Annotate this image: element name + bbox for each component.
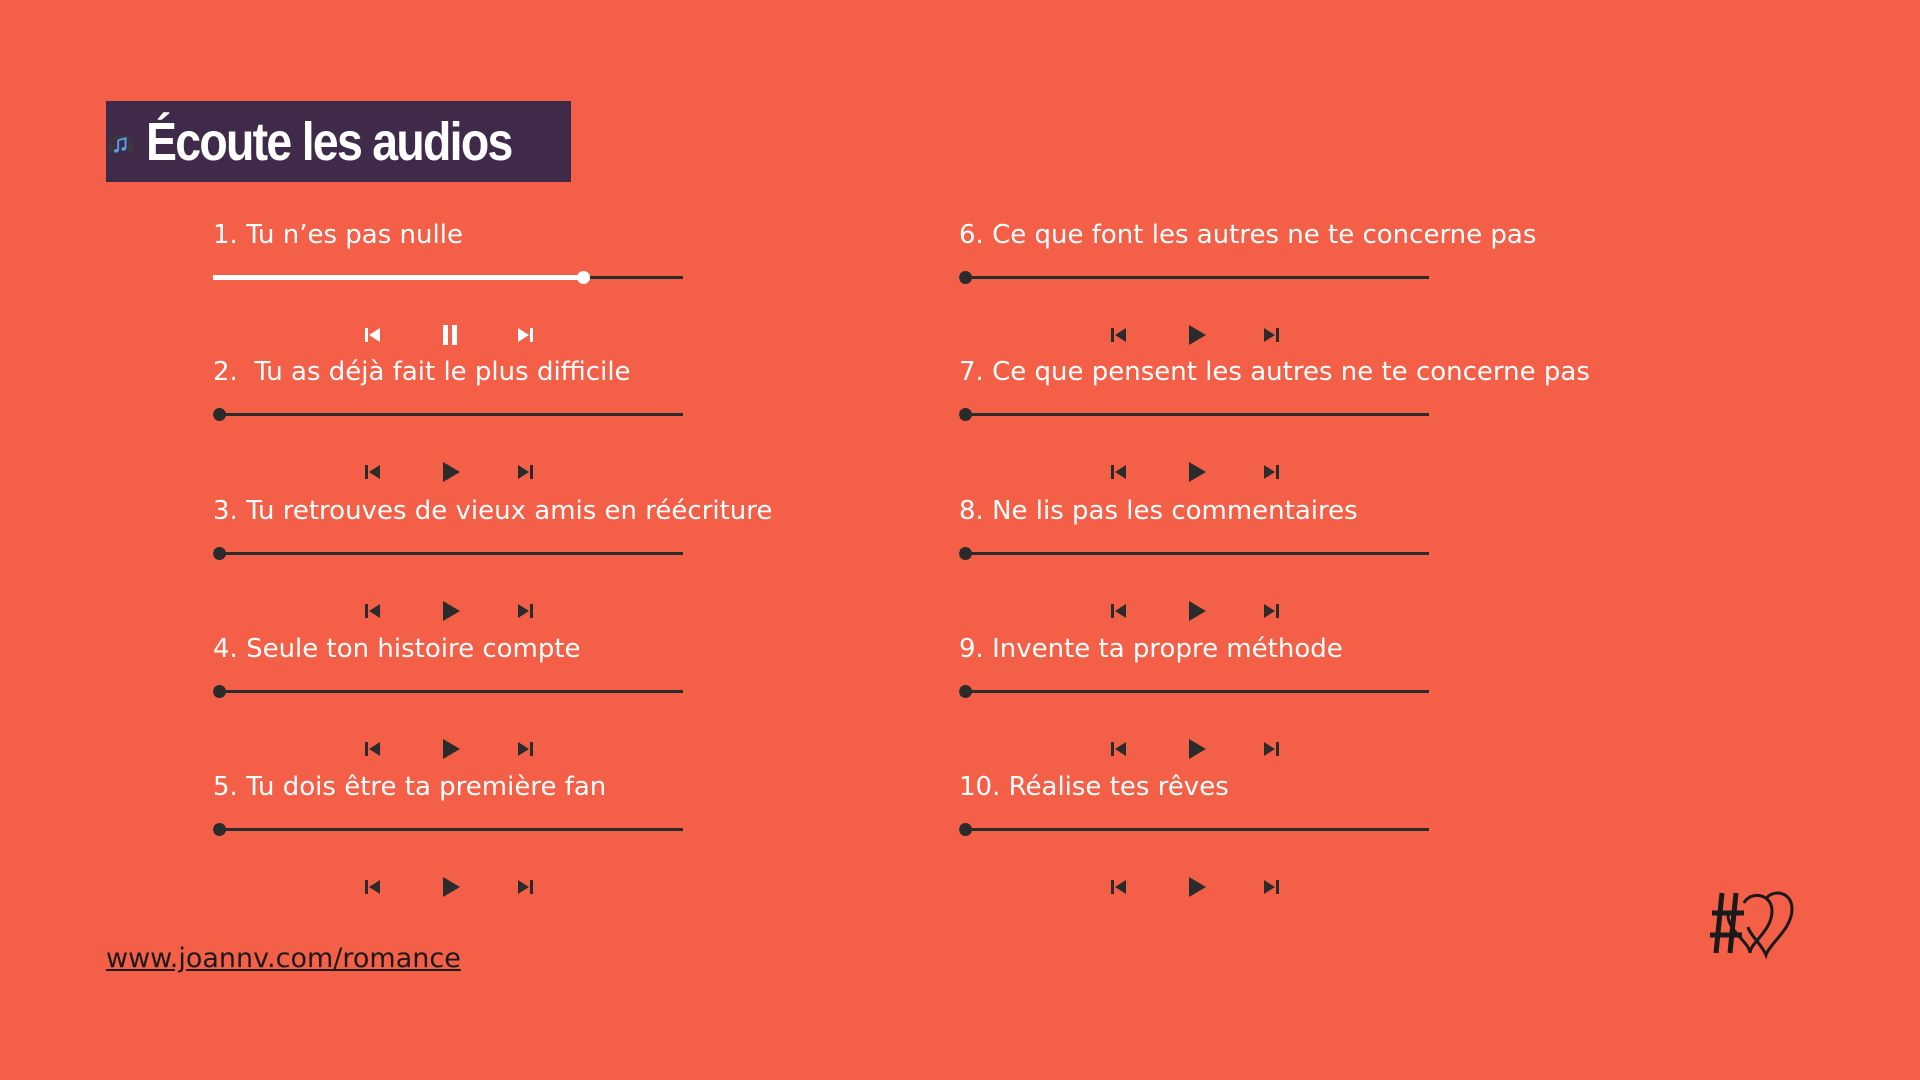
audio-track [959,634,1579,764]
progress-knob[interactable] [213,823,226,836]
play-button[interactable] [1181,457,1211,487]
skip-previous-icon [358,734,388,764]
skip-next-icon [510,457,540,487]
progress-knob[interactable] [959,408,972,421]
progress-track [959,276,1429,279]
skip-previous-icon [1104,320,1134,350]
progress-knob[interactable] [959,685,972,698]
progress-knob[interactable] [959,271,972,284]
progress-knob[interactable] [959,547,972,560]
progress-track [213,828,683,831]
player-controls [1104,457,1304,487]
page-title-box [106,101,571,182]
play-icon [1181,872,1211,902]
play-button[interactable] [435,457,465,487]
audio-track [213,772,833,902]
progress-slider[interactable] [959,403,1429,427]
track-title: 6. Ce que font les autres ne te concerne pas [959,220,1537,250]
next-track-button[interactable] [1256,734,1286,764]
progress-knob[interactable] [213,547,226,560]
track-title: 5. Tu dois être ta première fan [213,772,607,802]
skip-previous-icon [1104,596,1134,626]
progress-slider[interactable] [959,542,1429,566]
progress-slider[interactable] [959,818,1429,842]
skip-previous-icon [358,596,388,626]
skip-previous-icon [1104,734,1134,764]
progress-track [213,413,683,416]
skip-previous-icon [358,320,388,350]
hashtag-heart-logo [1710,885,1810,960]
progress-track [959,552,1429,555]
play-button[interactable] [435,734,465,764]
next-track-button[interactable] [1256,320,1286,350]
skip-next-icon [510,734,540,764]
play-button[interactable] [1181,320,1211,350]
player-controls [358,734,558,764]
player-controls [358,596,558,626]
headphones-music-icon [108,110,134,174]
play-icon [435,734,465,764]
next-track-button[interactable] [510,596,540,626]
player-controls [1104,872,1304,902]
previous-track-button[interactable] [1104,734,1134,764]
skip-previous-icon [1104,872,1134,902]
play-icon [1181,734,1211,764]
track-title: 9. Invente ta propre méthode [959,634,1343,664]
previous-track-button[interactable] [1104,596,1134,626]
track-title: 10. Réalise tes rêves [959,772,1229,802]
play-button[interactable] [435,596,465,626]
progress-track [959,828,1429,831]
progress-knob[interactable] [577,271,590,284]
pause-icon [435,320,465,350]
progress-slider[interactable] [213,542,683,566]
play-icon [435,457,465,487]
player-controls [1104,734,1304,764]
track-title: 4. Seule ton histoire compte [213,634,581,664]
skip-previous-icon [358,872,388,902]
skip-next-icon [1256,320,1286,350]
previous-track-button[interactable] [358,320,388,350]
play-button[interactable] [1181,596,1211,626]
play-icon [435,596,465,626]
next-track-button[interactable] [1256,596,1286,626]
audio-track [213,220,833,350]
audio-track [213,357,833,487]
player-controls [358,320,558,350]
next-track-button[interactable] [1256,872,1286,902]
progress-slider[interactable] [959,266,1429,290]
progress-slider[interactable] [213,818,683,842]
progress-track [213,690,683,693]
previous-track-button[interactable] [358,457,388,487]
track-title: 2. Tu as déjà fait le plus difficile [213,357,631,387]
next-track-button[interactable] [1256,457,1286,487]
progress-slider[interactable] [959,680,1429,704]
play-button[interactable] [435,872,465,902]
audio-track [959,496,1579,626]
audio-track [959,772,1579,902]
track-title: 3. Tu retrouves de vieux amis en réécriture [213,496,773,526]
progress-fill [213,275,583,280]
next-track-button[interactable] [510,320,540,350]
track-title: 1. Tu n’es pas nulle [213,220,463,250]
skip-previous-icon [1104,457,1134,487]
previous-track-button[interactable] [358,872,388,902]
audio-track [959,357,1590,487]
track-title: 7. Ce que pensent les autres ne te concerne pas [959,357,1590,387]
previous-track-button[interactable] [1104,872,1134,902]
skip-next-icon [510,320,540,350]
progress-track [959,690,1429,693]
skip-next-icon [1256,457,1286,487]
play-icon [435,872,465,902]
play-button[interactable] [1181,734,1211,764]
player-controls [358,457,558,487]
skip-next-icon [1256,734,1286,764]
skip-next-icon [1256,596,1286,626]
player-controls [358,872,558,902]
audio-track [959,220,1579,350]
next-track-button[interactable] [510,872,540,902]
skip-next-icon [1256,872,1286,902]
progress-knob[interactable] [213,408,226,421]
progress-slider[interactable] [213,266,683,290]
play-icon [1181,457,1211,487]
player-controls [1104,320,1304,350]
page-title: Écoute les audios [145,111,512,172]
website-link[interactable]: www.joannv.com/romance [106,943,461,974]
play-icon [1181,320,1211,350]
progress-track [959,413,1429,416]
previous-track-button[interactable] [358,596,388,626]
skip-next-icon [510,872,540,902]
next-track-button[interactable] [510,734,540,764]
track-title: 8. Ne lis pas les commentaires [959,496,1358,526]
progress-track [213,552,683,555]
skip-previous-icon [358,457,388,487]
pause-button[interactable] [435,320,465,350]
previous-track-button[interactable] [358,734,388,764]
audio-track [213,634,833,764]
progress-knob[interactable] [213,685,226,698]
previous-track-button[interactable] [1104,457,1134,487]
play-button[interactable] [1181,872,1211,902]
next-track-button[interactable] [510,457,540,487]
previous-track-button[interactable] [1104,320,1134,350]
audio-track [213,496,833,626]
progress-slider[interactable] [213,403,683,427]
progress-knob[interactable] [959,823,972,836]
player-controls [1104,596,1304,626]
progress-slider[interactable] [213,680,683,704]
play-icon [1181,596,1211,626]
skip-next-icon [510,596,540,626]
